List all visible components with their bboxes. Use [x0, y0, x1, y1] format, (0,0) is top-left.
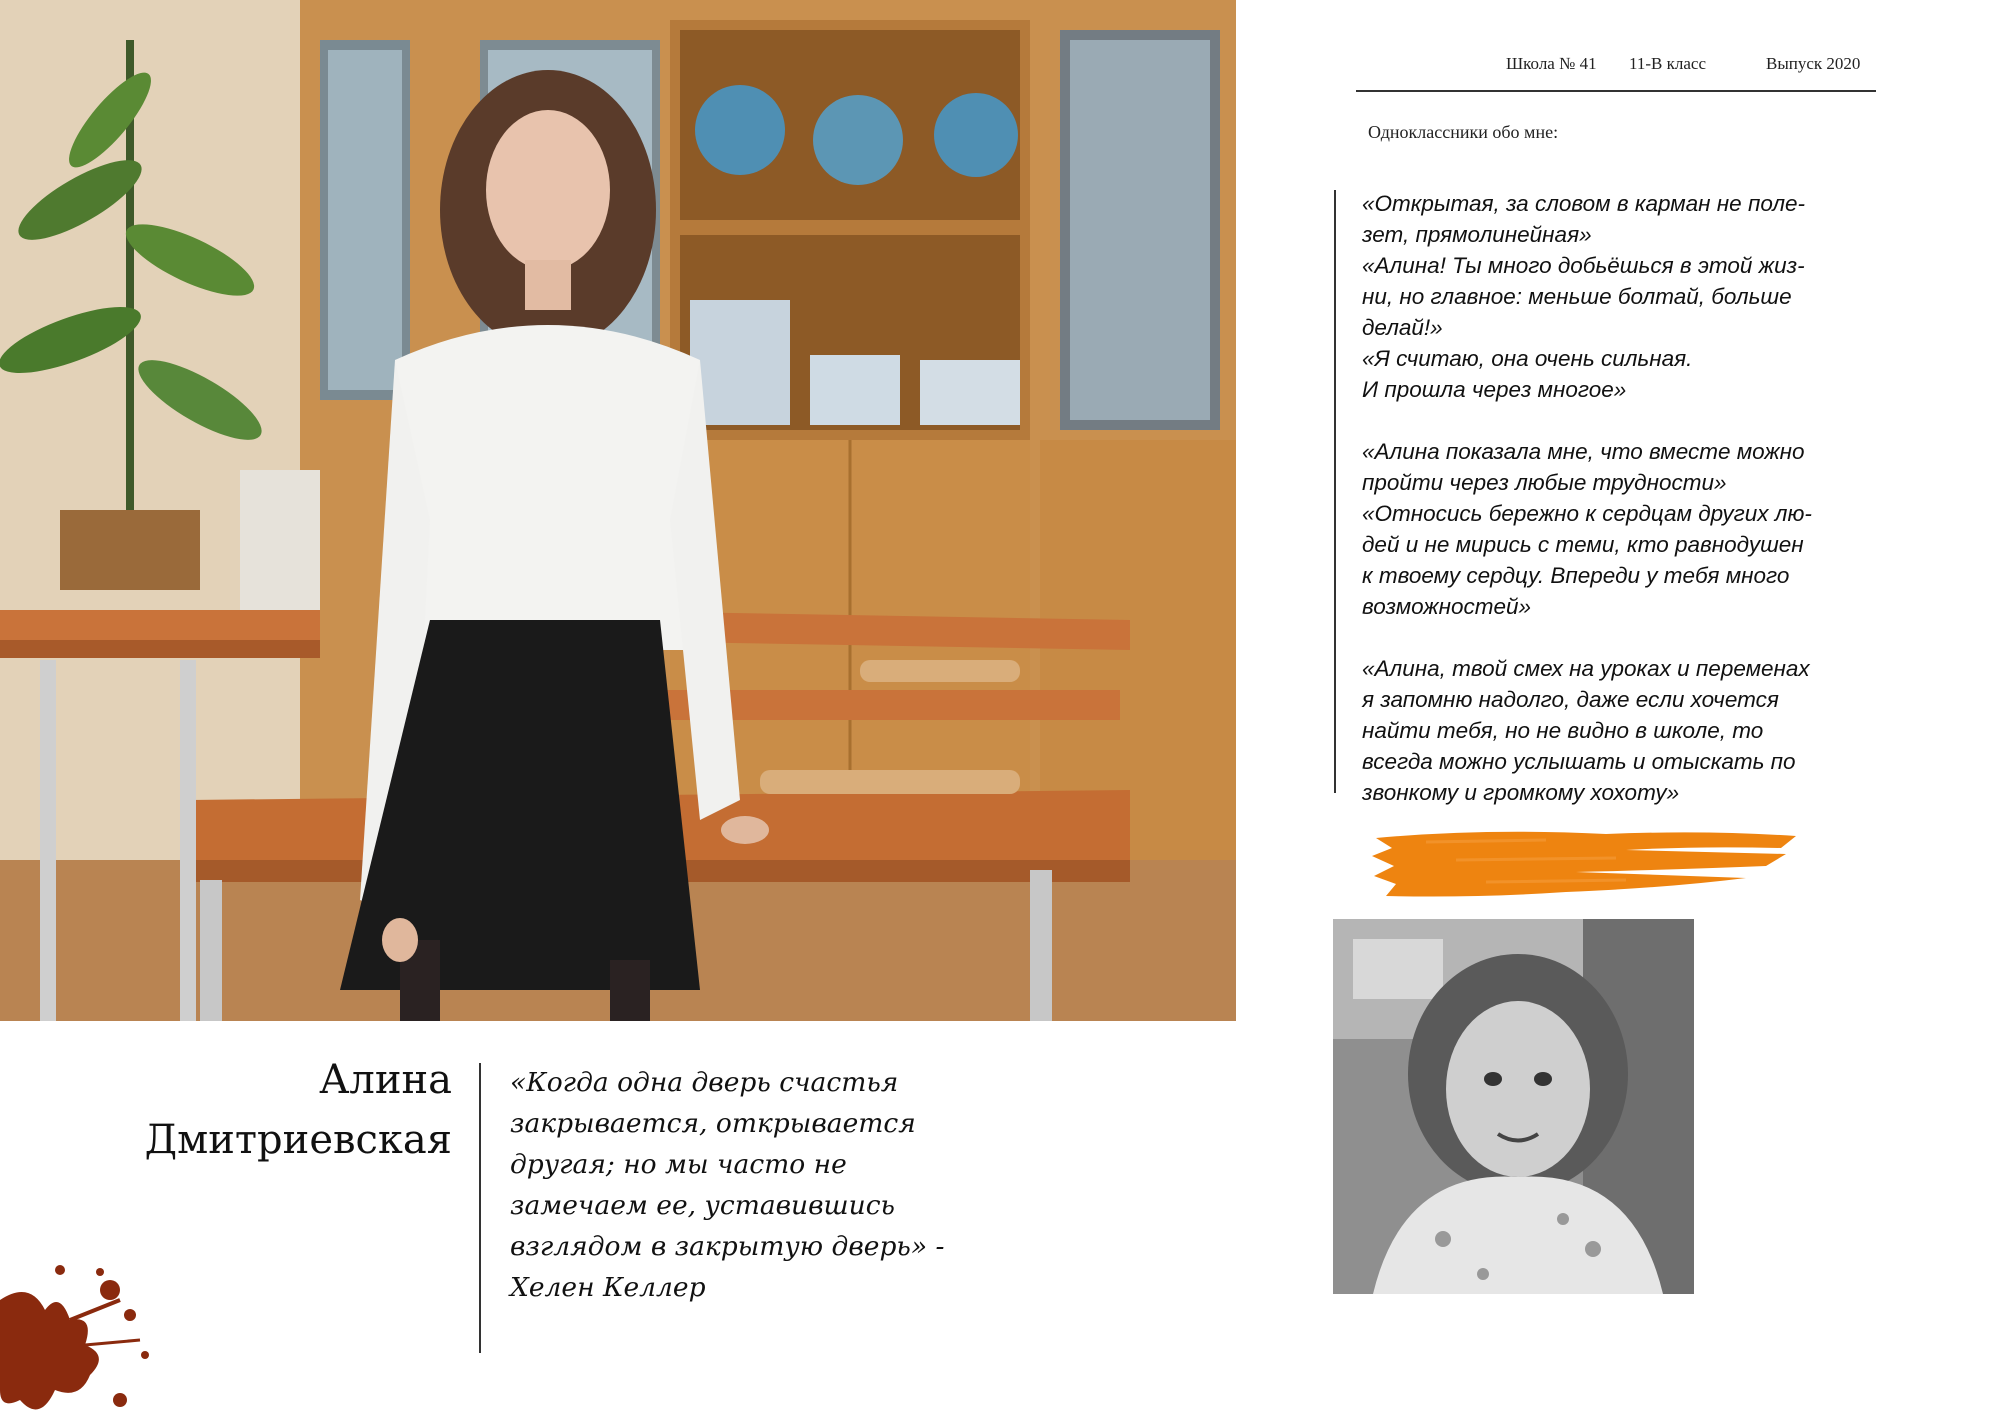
student-first-name: Алина	[319, 1057, 452, 1103]
page-header	[1356, 54, 1876, 84]
quote-item: «Относись бережно к сердцам других лю- дей и не мирись с теми, кто равнодушен к твоему сердцу. Впереди у тебя много возможностей»	[1362, 501, 1812, 619]
quote-item: «Открытая, за словом в карман не поле- зет, прямолинейная»	[1362, 191, 1806, 247]
quote-item: «Алина, твой смех на уроках и переменах я запомню надолго, даже если хочется найти тебя, но не видно в школе, то всегда можно услышать и отыскать по звонкому и громкому хохоту»	[1362, 656, 1810, 805]
header-school: Школа № 41	[1506, 54, 1597, 73]
header-class: 11-В класс	[1629, 54, 1706, 73]
classmates-quotes	[1362, 188, 1882, 808]
motto-quote: «Когда одна дверь счастья закрывается, открывается другая; но мы часто не замечаем ее, уставившись взглядом в закрытую дверь» - Хелен Келлер	[510, 1067, 945, 1303]
student-name	[40, 1050, 452, 1170]
quote-item: «Я считаю, она очень сильная. И прошла через многое»	[1362, 346, 1693, 402]
header-divider	[1356, 90, 1876, 92]
name-divider	[479, 1063, 481, 1353]
main-portrait-photo	[0, 0, 1236, 1021]
childhood-photo	[1333, 919, 1694, 1294]
ink-splatter	[0, 1260, 160, 1423]
quotes-divider	[1334, 190, 1336, 793]
orange-brush-stroke	[1366, 826, 1806, 906]
student-last-name: Дмитриевская	[144, 1117, 452, 1163]
classmates-title: Одноклассники обо мне:	[1368, 122, 1559, 142]
quote-item: «Алина показала мне, что вместе можно пройти через любые трудности»	[1362, 439, 1805, 495]
quote-item: «Алина! Ты много добьёшься в этой жиз- ни, но главное: меньше болтай, больше делай!»	[1362, 253, 1805, 340]
header-year: Выпуск 2020	[1766, 54, 1861, 73]
